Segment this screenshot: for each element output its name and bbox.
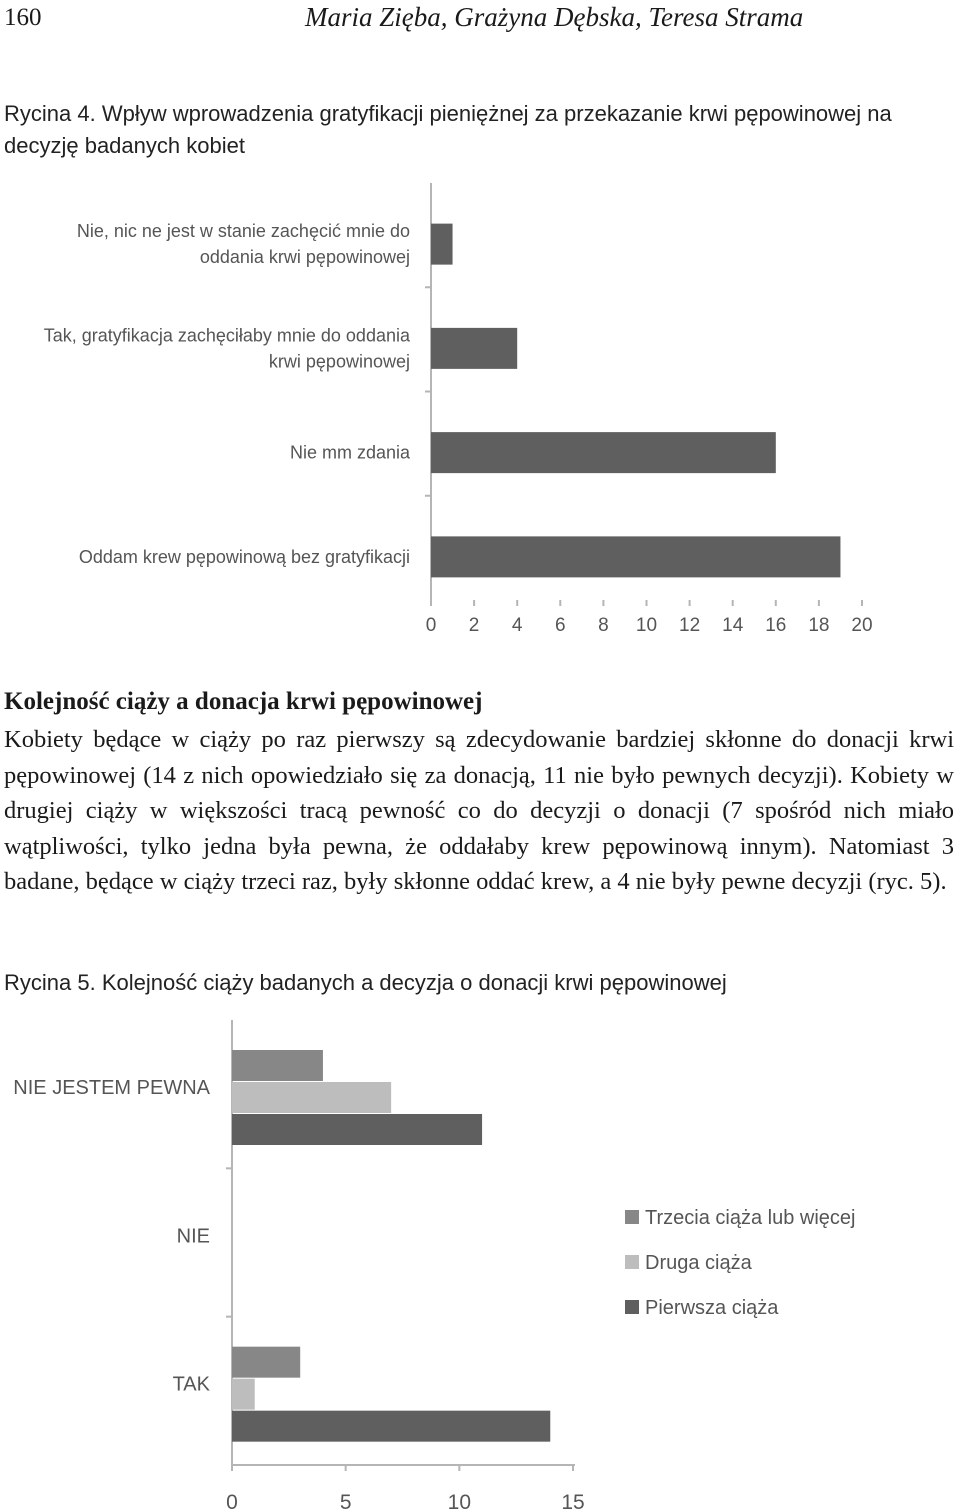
figure-5-caption: Rycina 5. Kolejność ciąży badanych a decyzja o donacji krwi pępowinowej <box>4 970 727 995</box>
figure-4-caption: Rycina 4. Wpływ wprowadzenia gratyfikacji pieniężnej za przekazanie krwi pępowinowej na decyzję badanych kobiet <box>4 101 892 158</box>
category-label-0: Nie, nic ne jest w stanie zachęcić mnie do oddania krwi pępowinowej <box>76 221 410 268</box>
bar-tak-2 <box>232 1411 550 1442</box>
section-heading: Kolejność ciąży a donacja krwi pępowinowej <box>4 688 483 715</box>
x-tick-label: 10 <box>635 615 658 636</box>
category-label-1: Tak, gratyfikacja zachęciłaby mnie do oddania krwi pępowinowej <box>43 325 410 372</box>
category-label-3: Oddam krew pępowinową bez gratyfikacji <box>78 546 410 567</box>
category-label-0: NIE JESTEM PEWNA <box>13 1077 210 1099</box>
legend-swatch-1 <box>625 1255 639 1269</box>
x-tick-label: 10 <box>447 1491 472 1512</box>
x-tick-label: 4 <box>511 615 523 636</box>
x-tick-label: 8 <box>598 615 609 636</box>
category-label-2: Nie mm zdania <box>289 442 410 463</box>
x-tick-label: 0 <box>226 1491 238 1512</box>
legend-swatch-0 <box>625 1210 639 1224</box>
bar-nie-jestem-pewna-1 <box>232 1082 391 1113</box>
x-tick-label: 0 <box>425 615 437 636</box>
running-header-authors: Maria Zięba, Grażyna Dębska, Teresa Strama <box>305 2 804 32</box>
x-tick-label: 6 <box>555 615 566 636</box>
x-tick-label: 20 <box>851 615 873 636</box>
bar-1 <box>431 328 517 369</box>
x-tick-label: 14 <box>722 615 744 636</box>
legend-label-0: Trzecia ciąża lub więcej <box>645 1207 856 1229</box>
legend-swatch-2 <box>625 1300 639 1314</box>
bar-nie-jestem-pewna-0 <box>232 1050 323 1081</box>
legend-label-1: Druga ciąża <box>645 1252 752 1274</box>
figure-4-chart <box>0 175 960 645</box>
x-tick-label: 18 <box>808 615 830 636</box>
x-tick-label: 12 <box>679 615 701 636</box>
x-tick-label: 2 <box>468 615 480 636</box>
x-tick-label: 5 <box>339 1491 352 1512</box>
bar-tak-0 <box>232 1347 300 1378</box>
x-tick-label: 15 <box>561 1491 585 1512</box>
section-body: Kobiety będące w ciąży po raz pierwszy są zdecydowanie bardziej skłonne do donacji krwi pępowinowej (14 z nich opowiedziało się za donacją, 11 nie było pewnych decyzji). Kobiety w drugiej ciąży w większości tracą pewność co do decyzji o donacji (7 spośród nich miało wątpliwości, tylko jedna była pewna, że oddałaby krew pępowinową innym). Natomiast 3 badane, będące w ciąży trzeci raz, były skłonne oddać krew, a 4 nie były pewne decyzji (ryc. 5). <box>4 726 954 895</box>
bar-0 <box>431 224 453 265</box>
page-number: 160 <box>4 4 42 31</box>
bar-tak-1 <box>232 1379 255 1410</box>
x-tick-label: 16 <box>765 615 787 636</box>
category-label-2: TAK <box>172 1373 210 1396</box>
bar-nie-jestem-pewna-2 <box>232 1114 482 1145</box>
bar-2 <box>431 432 776 473</box>
bar-3 <box>431 536 840 577</box>
figure-5-chart <box>0 1010 960 1512</box>
category-label-1: NIE <box>176 1225 210 1248</box>
legend-label-2: Pierwsza ciąża <box>645 1297 779 1319</box>
